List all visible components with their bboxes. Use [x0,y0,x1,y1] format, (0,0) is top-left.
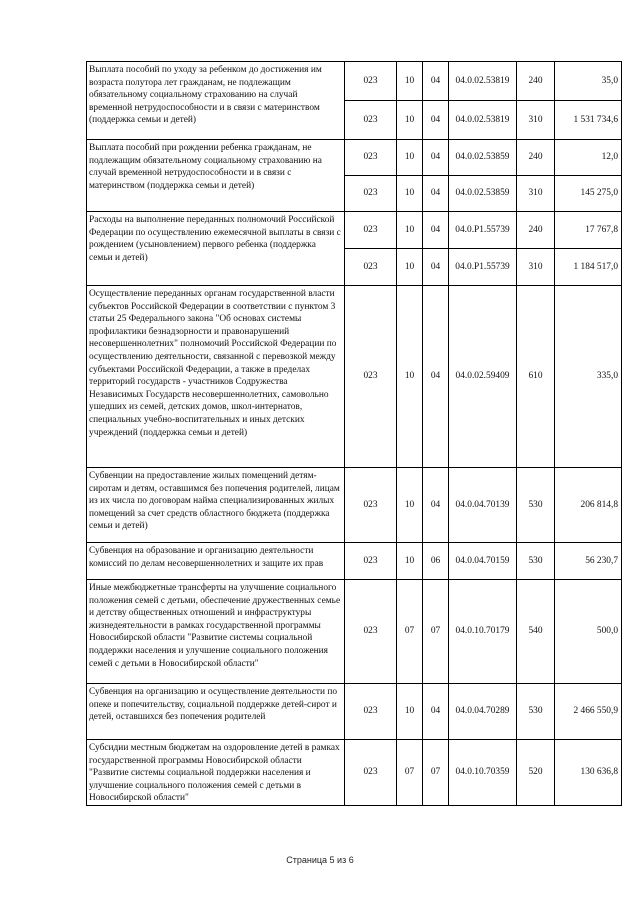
subsection-code-cell: 04 [423,468,449,543]
target-article-cell: 04.0.10.70179 [449,580,517,684]
expense-type-cell: 240 [517,62,555,101]
table-row [87,286,622,468]
expense-description-cell: Субсидии местным бюджетам на оздоровление детей в рамках государственной программы Новосибирской области "Развитие системы социальной поддержки населения и улучшение социального положения семей с детьми в Новосибирской области" [87,740,345,806]
section-code-cell: 10 [397,62,423,101]
department-code-cell: 023 [345,286,397,468]
target-article-cell: 04.0.02.53859 [449,176,517,212]
expense-description-cell: Субвенция на организацию и осуществление деятельности по опеке и попечительству, социальной поддержке детей-сирот и детей, оставшихся без попечения родителей [87,684,345,740]
table-row [87,543,622,580]
section-code-cell: 10 [397,249,423,286]
section-code-cell: 10 [397,212,423,249]
section-code-cell: 10 [397,468,423,543]
expense-type-cell: 530 [517,468,555,543]
table-row [87,212,622,249]
target-article-cell: 04.0.02.53859 [449,140,517,176]
target-article-cell: 04.0.02.53819 [449,62,517,101]
target-article-cell: 04.0.02.59409 [449,286,517,468]
subsection-code-cell: 07 [423,740,449,806]
section-code-cell: 10 [397,286,423,468]
amount-cell: 35,0 [555,62,622,101]
section-code-cell: 10 [397,101,423,140]
target-article-cell: 04.0.04.70159 [449,543,517,580]
amount-cell: 12,0 [555,140,622,176]
page-footer: Страница 5 из 6 [286,855,354,865]
department-code-cell: 023 [345,740,397,806]
expense-type-cell: 240 [517,140,555,176]
section-code-cell: 10 [397,176,423,212]
expense-description-cell: Выплата пособий при рождении ребенка гражданам, не подлежащим обязательному социальному страхованию на случай временной нетрудоспособности и в связи с материнством (поддержка семьи и детей) [87,140,345,212]
subsection-code-cell: 04 [423,140,449,176]
expense-type-cell: 310 [517,101,555,140]
department-code-cell: 023 [345,140,397,176]
table-row [87,468,622,543]
amount-cell: 145 275,0 [555,176,622,212]
section-code-cell: 10 [397,684,423,740]
department-code-cell: 023 [345,543,397,580]
expense-type-cell: 310 [517,176,555,212]
subsection-code-cell: 04 [423,684,449,740]
expense-type-cell: 530 [517,543,555,580]
expense-description-cell: Субвенции на предоставление жилых помещений детям-сиротам и детям, оставшимся без попечения родителей, лицам из их числа по договорам найма специализированных жилых помещений за счет средств областного бюджета (поддержка семьи и детей) [87,468,345,543]
section-code-cell: 07 [397,740,423,806]
subsection-code-cell: 04 [423,212,449,249]
expense-description-cell: Иные межбюджетные трансферты на улучшение социального положения семей с детьми, обеспечение дружественных семье и детству общественных отношений и инфраструктуры жизнедеятельности в рамках государственной программы Новосибирской области "Развитие системы социальной поддержки населения и улучшение социального положения семей с детьми в Новосибирской области" [87,580,345,684]
amount-cell: 500,0 [555,580,622,684]
target-article-cell: 04.0.04.70289 [449,684,517,740]
expense-type-cell: 540 [517,580,555,684]
target-article-cell: 04.0.04.70139 [449,468,517,543]
subsection-code-cell: 04 [423,286,449,468]
expense-description-cell: Выплата пособий по уходу за ребенком до достижения им возраста полутора лет гражданам, не подлежащим обязательному социальному страхованию на случай временной нетрудоспособности и в связи с материнством (поддержка семьи и детей) [87,62,345,140]
budget-table [86,61,622,806]
subsection-code-cell: 04 [423,101,449,140]
department-code-cell: 023 [345,62,397,101]
amount-cell: 206 814,8 [555,468,622,543]
amount-cell: 130 636,8 [555,740,622,806]
expense-type-cell: 520 [517,740,555,806]
expense-type-cell: 310 [517,249,555,286]
amount-cell: 1 184 517,0 [555,249,622,286]
department-code-cell: 023 [345,684,397,740]
amount-cell: 335,0 [555,286,622,468]
target-article-cell: 04.0.P1.55739 [449,212,517,249]
section-code-cell: 07 [397,580,423,684]
subsection-code-cell: 04 [423,176,449,212]
expense-description-cell: Расходы на выполнение переданных полномочий Российской Федерации по осуществлению ежемесячной выплаты в связи с рождением (усыновлением) первого ребенка (поддержка семьи и детей) [87,212,345,286]
section-code-cell: 10 [397,543,423,580]
table-row [87,62,622,101]
amount-cell: 1 531 734,6 [555,101,622,140]
subsection-code-cell: 04 [423,62,449,101]
expense-description-cell: Субвенция на образование и организацию деятельности комиссий по делам несовершеннолетних и защите их прав [87,543,345,580]
department-code-cell: 023 [345,212,397,249]
table-row [87,580,622,684]
subsection-code-cell: 04 [423,249,449,286]
department-code-cell: 023 [345,468,397,543]
section-code-cell: 10 [397,140,423,176]
table-row [87,684,622,740]
table-row [87,740,622,806]
amount-cell: 2 466 550,9 [555,684,622,740]
expense-type-cell: 240 [517,212,555,249]
expense-type-cell: 530 [517,684,555,740]
department-code-cell: 023 [345,249,397,286]
target-article-cell: 04.0.02.53819 [449,101,517,140]
subsection-code-cell: 06 [423,543,449,580]
target-article-cell: 04.0.10.70359 [449,740,517,806]
table-row [87,140,622,176]
department-code-cell: 023 [345,101,397,140]
department-code-cell: 023 [345,176,397,212]
department-code-cell: 023 [345,580,397,684]
expense-description-cell: Осуществление переданных органам государственной власти субъектов Российской Федерации в соответствии с пунктом 3 статьи 25 Федерального закона "Об основах системы профилактики безнадзорности и правонарушений несовершеннолетних" полномочий Российской Федерации по осуществлению деятельности, связанной с перевозкой между субъектами Российской Федерации, а также в пределах территорий государств - участников Содружества Независимых Государств несовершеннолетних, самовольно ушедших из семей, детских домов, школ-интернатов, специальных учебно-воспитательных и иных детских учреждений (поддержка семьи и детей) [87,286,345,468]
target-article-cell: 04.0.P1.55739 [449,249,517,286]
amount-cell: 56 230,7 [555,543,622,580]
expense-type-cell: 610 [517,286,555,468]
subsection-code-cell: 07 [423,580,449,684]
amount-cell: 17 767,8 [555,212,622,249]
